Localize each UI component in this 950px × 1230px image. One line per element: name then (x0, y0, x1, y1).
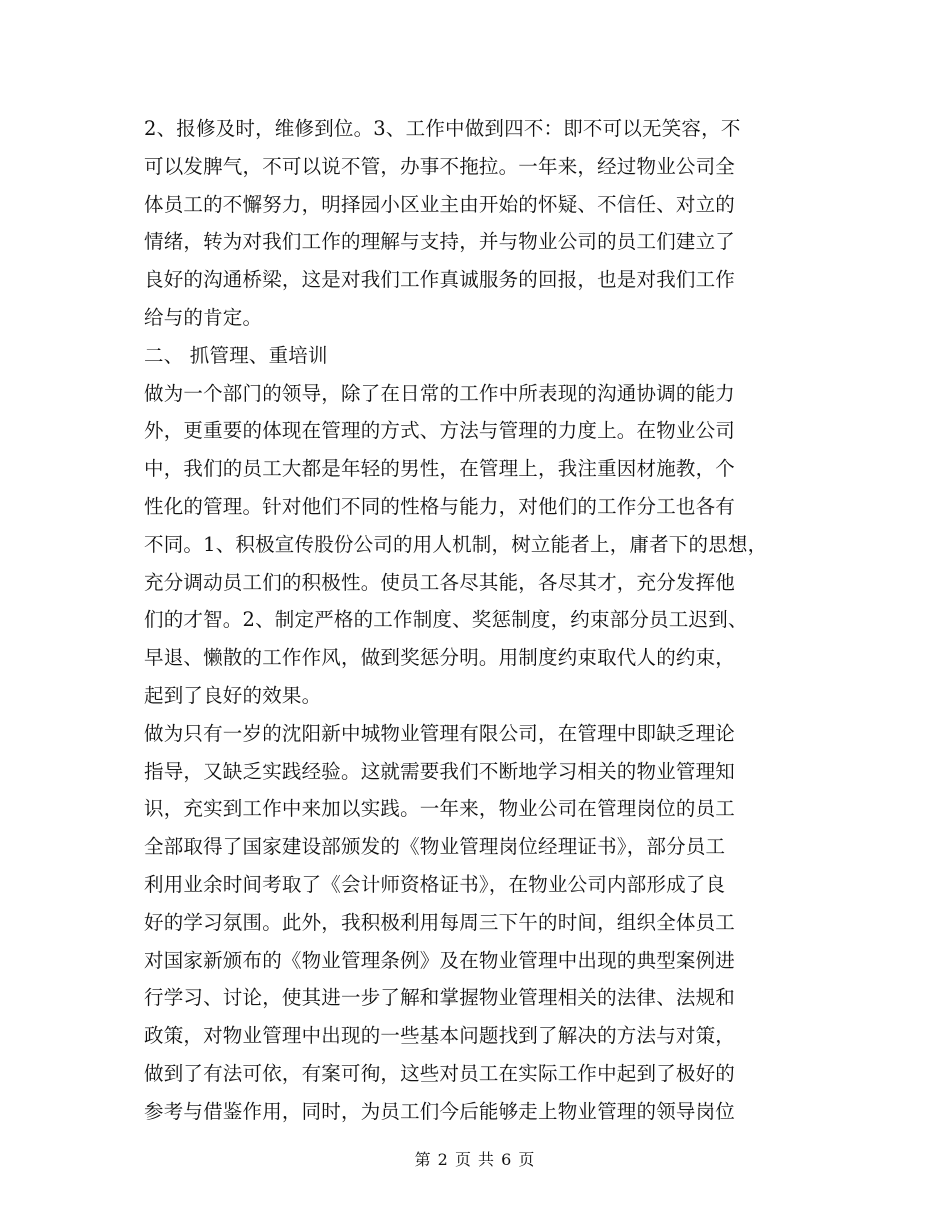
page-number-footer: 第 2 页 共 6 页 (414, 1150, 536, 1169)
text-line: 们的才智。2、制定严格的工作制度、奖惩制度，约束部分员工迟到、 (144, 608, 748, 632)
document-body (144, 110, 834, 1131)
text-line: 良好的沟通桥梁，这是对我们工作真诚服务的回报，也是对我们工作 (144, 268, 736, 292)
text-line: 不同。1、积极宣传股份公司的用人机制，树立能者上，庸者下的思想， (144, 532, 768, 556)
text-line: 情绪，转为对我们工作的理解与支持，并与物业公司的员工们建立了 (144, 230, 736, 254)
text-line: 政策，对物业管理中出现的一些基本问题找到了解决的方法与对策， (144, 1024, 736, 1048)
text-line: 识，充实到工作中来加以实践。一年来，物业公司在管理岗位的员工 (144, 797, 736, 821)
text-line: 早退、懒散的工作作风，做到奖惩分明。用制度约束取代人的约束， (144, 646, 736, 670)
text-line: 充分调动员工们的积极性。使员工各尽其能，各尽其才，充分发挥他 (144, 570, 736, 594)
text-line: 指导，又缺乏实践经验。这就需要我们不断地学习相关的物业管理知 (144, 759, 736, 783)
text-line: 可以发脾气，不可以说不管，办事不拖拉。一年来，经过物业公司全 (144, 154, 736, 178)
text-line: 做为只有一岁的沈阳新中城物业管理有限公司，在管理中即缺乏理论 (144, 721, 736, 745)
text-line: 起到了良好的效果。 (144, 683, 322, 707)
text-line: 2、报修及时，维修到位。3、工作中做到四不：即不可以无笑容，不 (144, 117, 741, 140)
text-line: 对国家新颁布的《物业管理条例》及在物业管理中出现的典型案例进 (144, 948, 736, 972)
text-line: 做到了有法可依，有案可徇，这些对员工在实际工作中起到了极好的 (144, 1061, 736, 1085)
text-line: 行学习、讨论，使其进一步了解和掌握物业管理相关的法律、法规和 (144, 986, 736, 1010)
text-line: 二、 抓管理、重培训 (144, 343, 328, 367)
text-line: 性化的管理。针对他们不同的性格与能力，对他们的工作分工也各有 (144, 494, 736, 518)
text-line: 全部取得了国家建设部颁发的《物业管理岗位经理证书》，部分员工 (144, 835, 726, 859)
text-line: 参考与借鉴作用，同时，为员工们今后能够走上物业管理的领导岗位 (144, 1099, 736, 1123)
text-line: 好的学习氛围。此外，我积极利用每周三下午的时间，组织全体员工 (144, 910, 736, 934)
text-line: 体员工的不懈努力，明择园小区业主由开始的怀疑、不信任、对立的 (144, 192, 736, 216)
text-line: 做为一个部门的领导，除了在日常的工作中所表现的沟通协调的能力 (144, 381, 736, 405)
text-line: 利用业余时间考取了《会计师资格证书》，在物业公司内部形成了良 (144, 872, 726, 896)
text-line: 给与的肯定。 (144, 305, 263, 329)
text-line: 外，更重要的体现在管理的方式、方法与管理的力度上。在物业公司 (144, 419, 736, 443)
text-line: 中，我们的员工大都是年轻的男性，在管理上，我注重因材施教，个 (144, 457, 736, 481)
